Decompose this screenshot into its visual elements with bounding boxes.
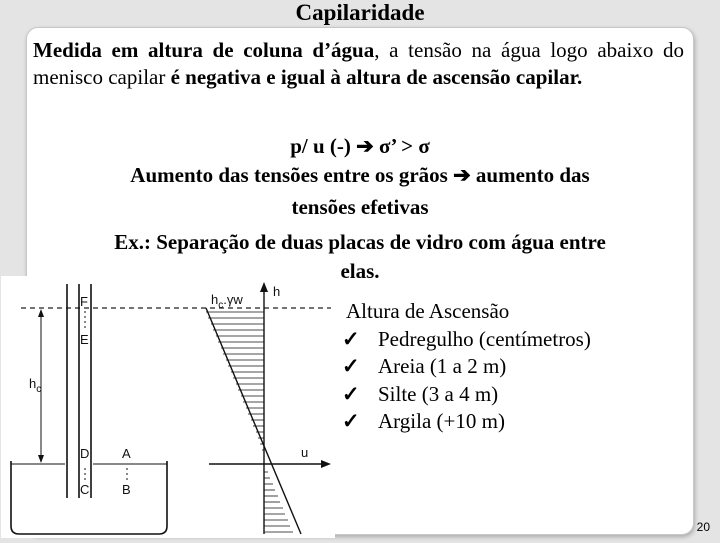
intro-text: , a tensão na água logo abaixo do menisco capilar [33,38,684,89]
list-heading: Altura de Ascensão [346,299,510,323]
slide-title: Capilaridade [295,0,425,25]
formula-prefix: p/ u (-) [290,134,357,158]
label-hc-main: h [29,376,37,391]
intro-bold-2: é negativa e igual à altura de ascensão capilar. [170,65,583,89]
capillary-figure [1,276,335,538]
statement-line-1 [30,162,690,189]
arrow-up-icon [38,309,44,317]
label-B: B [122,482,131,497]
statement-line-2: tensões efetivas [291,195,429,219]
arrow-icon: ➔ [356,134,374,158]
checkmark-icon: ✓ [342,354,360,378]
checkmark-icon: ✓ [342,409,360,433]
checkmark-icon: ✓ [342,381,360,406]
page-number: 20 [696,520,710,534]
label-h-axis: h [273,284,281,299]
checkmark-icon: ✓ [342,326,360,351]
formula-relation: σ’ > σ [373,134,430,158]
arrow-down-icon [38,455,44,463]
capillary-diagram [1,276,335,538]
negative-pressure-hatching [206,312,264,450]
statement-text-2: aumento das [470,163,590,187]
label-hc [29,376,41,395]
statement-text-1: Aumento das tensões entre os grãos [130,163,454,187]
list-item-text: Pedregulho (centímetros) [378,326,591,351]
label-hcw-rest: .γw [223,292,243,307]
water-container [11,461,167,534]
list-item [342,353,591,381]
rise-height-list [342,298,591,436]
example-line-2: elas. [340,259,380,283]
label-hc-sub: c [36,384,42,395]
label-hcw-sub: c [218,300,224,311]
label-A: A [122,446,131,461]
arrow-icon: ➔ [453,163,471,187]
list-item [342,326,591,354]
label-u-axis: u [301,445,309,460]
formula-line [30,133,690,160]
example-line-1: Ex.: Separação de duas placas de vidro com água entre [114,230,606,254]
arrow-right-icon [321,460,331,468]
list-item-text: Silte (3 a 4 m) [378,381,499,406]
intro-paragraph [33,37,684,91]
list-item-text: Argila (+10 m) [378,409,505,433]
label-hcw-main: h [211,292,219,307]
label-E: E [80,332,89,347]
list-item [342,408,591,436]
list-item [342,381,591,409]
arrow-up-icon [260,282,268,292]
label-F: F [80,294,88,309]
intro-bold-1: Medida em altura de coluna d’água [33,38,375,62]
label-D: D [80,446,90,461]
label-C: C [80,482,90,497]
list-item-text: Areia (1 a 2 m) [378,354,507,378]
